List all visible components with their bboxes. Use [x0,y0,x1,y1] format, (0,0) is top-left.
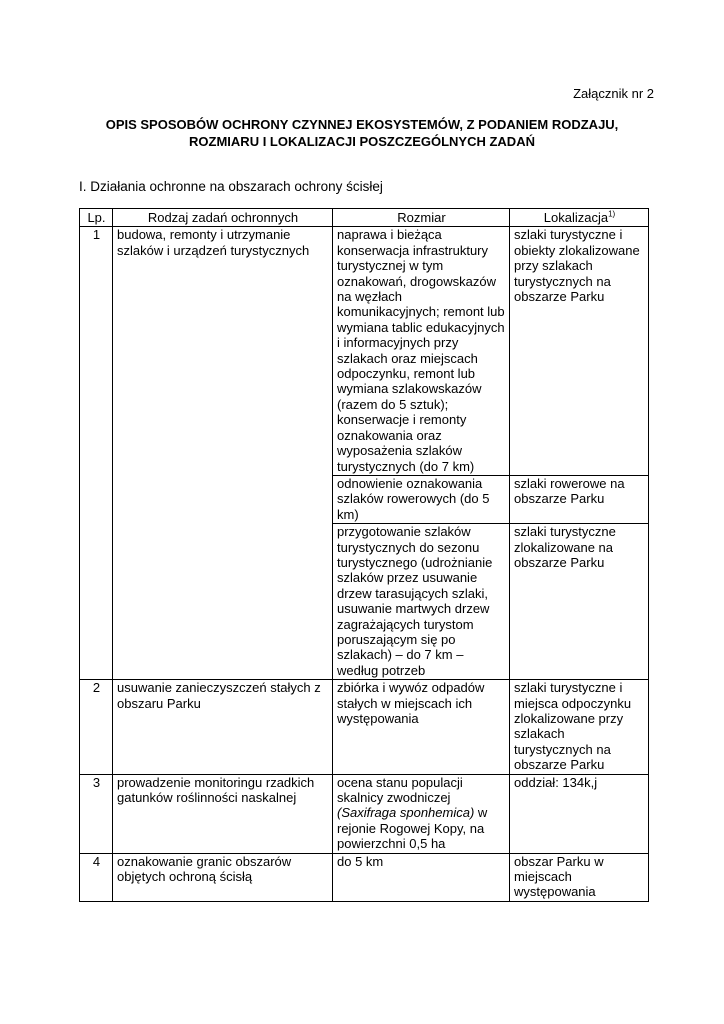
footnote-marker: 1) [608,209,616,219]
cell-type: oznakowanie granic obszarów objętych ochroną ścisłą [113,853,333,901]
cell-location: szlaki turystyczne zlokalizowane na obszarze Parku [510,524,649,680]
cell-lp: 3 [80,774,113,853]
cell-location: obszar Parku w miejscach występowania [510,853,649,901]
cell-size: do 5 km [333,853,510,901]
header-location [510,209,649,227]
header-lp: Lp. [80,209,113,227]
section-heading: I. Działania ochronne na obszarach ochrony ścisłej [79,179,383,194]
cell-lp: 2 [80,680,113,774]
cell-location: szlaki turystyczne i obiekty zlokalizowane przy szlakach turystycznych na obszarze Parku [510,227,649,476]
cell-type: prowadzenie monitoringu rzadkich gatunków roślinności naskalnej [113,774,333,853]
table-header-row [80,209,649,227]
cell-lp: 1 [80,227,113,680]
title-line-1: OPIS SPOSOBÓW OCHRONY CZYNNEJ EKOSYSTEMÓW, Z PODANIEM RODZAJU, [105,117,619,132]
title-line-2: ROZMIARU I LOKALIZACJI POSZCZEGÓLNYCH ZADAŃ [189,134,535,149]
document-title [60,116,664,150]
cell-size: zbiórka i wywóz odpadów stałych w miejscach ich występowania [333,680,510,774]
cell-type: budowa, remonty i utrzymanie szlaków i urządzeń turystycznych [113,227,333,680]
header-type: Rodzaj zadań ochronnych [113,209,333,227]
cell-lp: 4 [80,853,113,901]
cell-location: szlaki rowerowe na obszarze Parku [510,475,649,523]
table-row [80,680,649,774]
cell-size: naprawa i bieżąca konserwacja infrastruktury turystycznej w tym oznakowań, drogowskazów na węzłach komunikacyjnych; remont lub wymiana tablic edukacyjnych i informacyjnych przy szlakach oraz miejscach odpoczynku, remont lub wymiana szlakowskazów (razem do 5 sztuk); konserwacje i remonty oznakowania oraz wyposażenia szlaków turystycznych (do 7 km) [333,227,510,476]
table-row [80,774,649,853]
header-size: Rozmiar [333,209,510,227]
size-text-a: ocena stanu populacji skalnicy zwodniczej [337,774,463,806]
cell-size [333,774,510,853]
tasks-table [79,208,649,902]
species-latin-name: (Saxifraga sponhemica) [337,805,475,821]
size-text-b: w rejonie Rogowej Kopy, na powierzchni 0,5 ha [337,805,488,852]
annex-label: Załącznik nr 2 [573,86,654,101]
table-row [80,227,649,476]
cell-type: usuwanie zanieczyszczeń stałych z obszaru Parku [113,680,333,774]
cell-size: przygotowanie szlaków turystycznych do sezonu turystycznego (udrożnianie szlaków przez usuwanie drzew tarasujących szlaki, usuwanie martwych drzew zagrażających turystom poruszającym się po szlakach) – do 7 km – według potrzeb [333,524,510,680]
cell-location: szlaki turystyczne i miejsca odpoczynku zlokalizowane przy szlakach turystycznych na obszarze Parku [510,680,649,774]
table-row [80,853,649,901]
cell-location: oddział: 134k,j [510,774,649,853]
cell-size: odnowienie oznakowania szlaków rowerowych (do 5 km) [333,475,510,523]
header-location-label: Lokalizacja [543,210,609,225]
